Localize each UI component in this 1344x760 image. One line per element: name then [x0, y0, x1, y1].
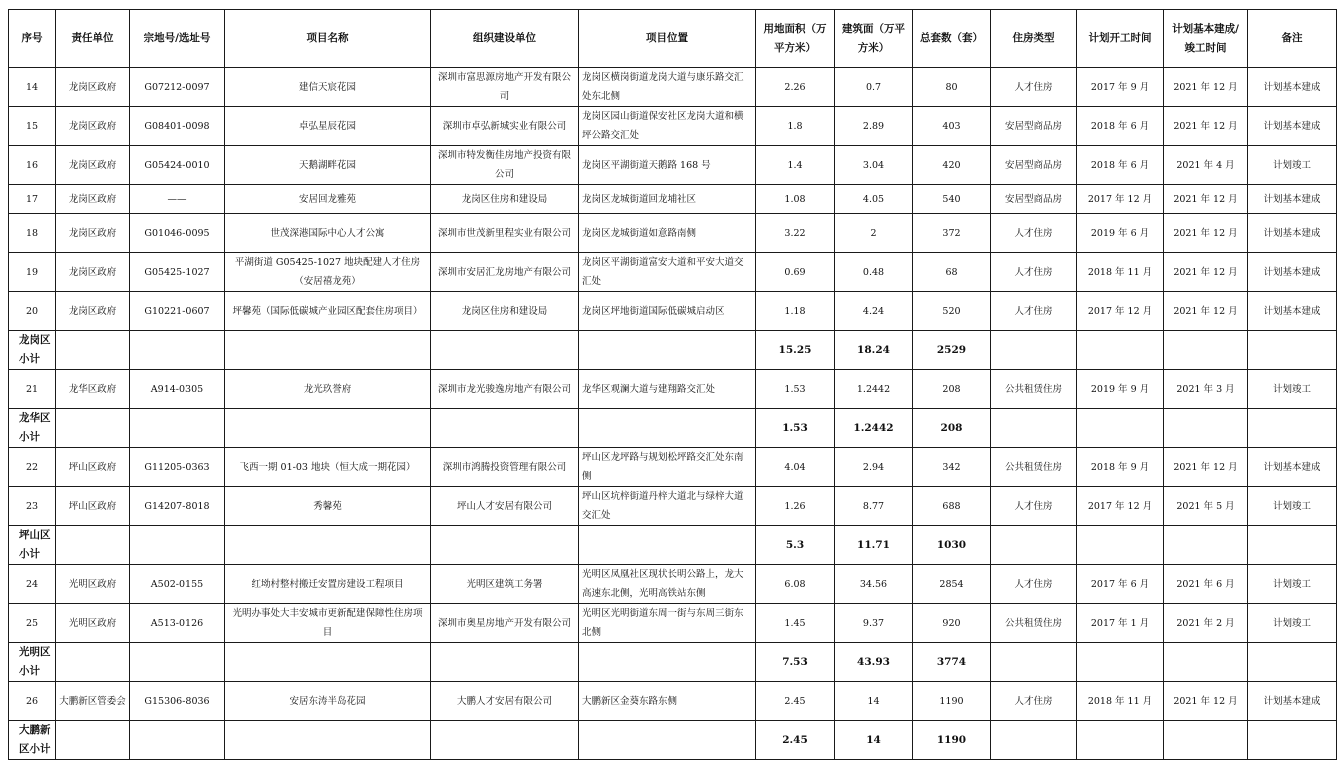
empty-cell	[1077, 331, 1164, 370]
cell-parcel-no: G07212-0097	[130, 68, 225, 107]
cell-start-date: 2017 年 12 月	[1077, 292, 1164, 331]
cell-land-area: 6.08	[756, 565, 835, 604]
cell-building-area: 14	[835, 682, 913, 721]
cell-builder: 深圳市富思源房地产开发有限公司	[431, 68, 579, 107]
cell-builder: 大鹏人才安居有限公司	[431, 682, 579, 721]
cell-building-area: 2	[835, 214, 913, 253]
cell-responsible-unit: 龙岗区政府	[56, 292, 130, 331]
empty-cell	[431, 331, 579, 370]
cell-housing-type: 人才住房	[991, 253, 1077, 292]
empty-cell	[579, 526, 756, 565]
empty-cell	[431, 409, 579, 448]
subtotal-name: 大鹏新区小计	[9, 721, 56, 760]
cell-seq: 17	[9, 185, 56, 214]
cell-completion-date: 2021 年 12 月	[1164, 107, 1248, 146]
cell-completion-date: 2021 年 12 月	[1164, 68, 1248, 107]
cell-remarks: 计划竣工	[1248, 604, 1337, 643]
cell-location: 大鹏新区金葵东路东侧	[579, 682, 756, 721]
cell-start-date: 2018 年 11 月	[1077, 253, 1164, 292]
subtotal-total-units: 2529	[913, 331, 991, 370]
subtotal-building-area: 11.71	[835, 526, 913, 565]
cell-seq: 16	[9, 146, 56, 185]
cell-start-date: 2017 年 12 月	[1077, 487, 1164, 526]
cell-parcel-no: G01046-0095	[130, 214, 225, 253]
empty-cell	[130, 409, 225, 448]
cell-remarks: 计划基本建成	[1248, 68, 1337, 107]
cell-project-name: 龙光玖誉府	[225, 370, 431, 409]
cell-location: 龙岗区横岗街道龙岗大道与康乐路交汇处东北侧	[579, 68, 756, 107]
cell-project-name: 平湖街道 G05425-1027 地块配建人才住房（安居禧龙苑）	[225, 253, 431, 292]
cell-project-name: 坪馨苑（国际低碳城产业园区配套住房项目）	[225, 292, 431, 331]
cell-seq: 14	[9, 68, 56, 107]
cell-total-units: 68	[913, 253, 991, 292]
table-row	[9, 292, 1337, 331]
cell-location: 龙华区观澜大道与建翔路交汇处	[579, 370, 756, 409]
cell-location: 龙岗区园山街道保安社区龙岗大道和横坪公路交汇处	[579, 107, 756, 146]
cell-builder: 深圳市鸿腾投资管理有限公司	[431, 448, 579, 487]
cell-start-date: 2018 年 6 月	[1077, 146, 1164, 185]
col-header-start-date: 计划开工时间	[1077, 10, 1164, 68]
cell-land-area: 1.4	[756, 146, 835, 185]
cell-location: 龙岗区坪地街道国际低碳城启动区	[579, 292, 756, 331]
cell-parcel-no: ——	[130, 185, 225, 214]
cell-remarks: 计划基本建成	[1248, 185, 1337, 214]
empty-cell	[130, 526, 225, 565]
cell-remarks: 计划竣工	[1248, 565, 1337, 604]
empty-cell	[1248, 526, 1337, 565]
cell-land-area: 1.53	[756, 370, 835, 409]
empty-cell	[225, 526, 431, 565]
cell-land-area: 1.26	[756, 487, 835, 526]
cell-location: 坪山区龙坪路与规划松坪路交汇处东南侧	[579, 448, 756, 487]
subtotal-land-area: 2.45	[756, 721, 835, 760]
housing-project-table	[8, 9, 1337, 760]
cell-start-date: 2018 年 6 月	[1077, 107, 1164, 146]
empty-cell	[130, 331, 225, 370]
cell-total-units: 80	[913, 68, 991, 107]
cell-remarks: 计划基本建成	[1248, 682, 1337, 721]
cell-parcel-no: G11205-0363	[130, 448, 225, 487]
cell-completion-date: 2021 年 5 月	[1164, 487, 1248, 526]
cell-project-name: 安居东涛半岛花园	[225, 682, 431, 721]
empty-cell	[1077, 526, 1164, 565]
subtotal-total-units: 3774	[913, 643, 991, 682]
cell-remarks: 计划基本建成	[1248, 214, 1337, 253]
cell-responsible-unit: 龙岗区政府	[56, 253, 130, 292]
subtotal-land-area: 5.3	[756, 526, 835, 565]
empty-cell	[1164, 526, 1248, 565]
cell-start-date: 2017 年 6 月	[1077, 565, 1164, 604]
table-row	[9, 487, 1337, 526]
cell-start-date: 2017 年 12 月	[1077, 185, 1164, 214]
cell-start-date: 2018 年 11 月	[1077, 682, 1164, 721]
cell-parcel-no: G05425-1027	[130, 253, 225, 292]
cell-project-name: 秀馨苑	[225, 487, 431, 526]
table-body	[9, 68, 1337, 760]
cell-land-area: 0.69	[756, 253, 835, 292]
cell-builder: 龙岗区住房和建设局	[431, 292, 579, 331]
cell-total-units: 688	[913, 487, 991, 526]
cell-responsible-unit: 光明区政府	[56, 565, 130, 604]
cell-seq: 15	[9, 107, 56, 146]
cell-housing-type: 安居型商品房	[991, 107, 1077, 146]
table-row	[9, 185, 1337, 214]
empty-cell	[225, 721, 431, 760]
cell-remarks: 计划竣工	[1248, 146, 1337, 185]
cell-project-name: 天鹅湖畔花园	[225, 146, 431, 185]
cell-seq: 24	[9, 565, 56, 604]
cell-remarks: 计划基本建成	[1248, 448, 1337, 487]
cell-total-units: 342	[913, 448, 991, 487]
cell-parcel-no: G10221-0607	[130, 292, 225, 331]
cell-land-area: 1.08	[756, 185, 835, 214]
subtotal-total-units: 1030	[913, 526, 991, 565]
table-row	[9, 146, 1337, 185]
cell-building-area: 4.05	[835, 185, 913, 214]
cell-total-units: 920	[913, 604, 991, 643]
cell-housing-type: 人才住房	[991, 292, 1077, 331]
table-row	[9, 68, 1337, 107]
col-header-parcel-no: 宗地号/选址号	[130, 10, 225, 68]
subtotal-building-area: 43.93	[835, 643, 913, 682]
empty-cell	[1077, 721, 1164, 760]
empty-cell	[1164, 331, 1248, 370]
cell-parcel-no: G15306-8036	[130, 682, 225, 721]
empty-cell	[1248, 643, 1337, 682]
cell-responsible-unit: 大鹏新区管委会	[56, 682, 130, 721]
cell-project-name: 红坳村整村搬迁安置房建设工程项目	[225, 565, 431, 604]
cell-responsible-unit: 坪山区政府	[56, 487, 130, 526]
col-header-project-name: 项目名称	[225, 10, 431, 68]
cell-building-area: 2.89	[835, 107, 913, 146]
cell-remarks: 计划竣工	[1248, 487, 1337, 526]
cell-project-name: 世茂深港国际中心人才公寓	[225, 214, 431, 253]
subtotal-name: 光明区小计	[9, 643, 56, 682]
col-header-builder: 组织建设单位	[431, 10, 579, 68]
cell-total-units: 208	[913, 370, 991, 409]
table-row	[9, 214, 1337, 253]
subtotal-name: 龙岗区小计	[9, 331, 56, 370]
cell-project-name: 光明办事处大丰安城市更新配建保障性住房项目	[225, 604, 431, 643]
cell-building-area: 34.56	[835, 565, 913, 604]
header-row	[9, 10, 1337, 68]
cell-land-area: 4.04	[756, 448, 835, 487]
cell-building-area: 8.77	[835, 487, 913, 526]
cell-project-name: 建信天宸花园	[225, 68, 431, 107]
empty-cell	[991, 721, 1077, 760]
cell-land-area: 1.18	[756, 292, 835, 331]
empty-cell	[431, 643, 579, 682]
cell-remarks: 计划基本建成	[1248, 253, 1337, 292]
table-row	[9, 682, 1337, 721]
cell-building-area: 2.94	[835, 448, 913, 487]
cell-parcel-no: A914-0305	[130, 370, 225, 409]
subtotal-land-area: 15.25	[756, 331, 835, 370]
subtotal-row	[9, 331, 1337, 370]
cell-seq: 19	[9, 253, 56, 292]
col-header-land-area: 用地面积（万平方米）	[756, 10, 835, 68]
subtotal-row	[9, 643, 1337, 682]
table-row	[9, 565, 1337, 604]
cell-housing-type: 公共租赁住房	[991, 370, 1077, 409]
cell-location: 龙岗区龙城街道如意路南侧	[579, 214, 756, 253]
cell-total-units: 540	[913, 185, 991, 214]
subtotal-total-units: 208	[913, 409, 991, 448]
table-row	[9, 448, 1337, 487]
cell-start-date: 2018 年 9 月	[1077, 448, 1164, 487]
subtotal-name: 坪山区小计	[9, 526, 56, 565]
cell-housing-type: 人才住房	[991, 682, 1077, 721]
subtotal-building-area: 18.24	[835, 331, 913, 370]
empty-cell	[56, 331, 130, 370]
empty-cell	[225, 643, 431, 682]
cell-responsible-unit: 龙岗区政府	[56, 68, 130, 107]
col-header-seq: 序号	[9, 10, 56, 68]
cell-builder: 深圳市世茂新里程实业有限公司	[431, 214, 579, 253]
cell-parcel-no: G05424-0010	[130, 146, 225, 185]
empty-cell	[1248, 331, 1337, 370]
subtotal-name: 龙华区小计	[9, 409, 56, 448]
cell-completion-date: 2021 年 12 月	[1164, 253, 1248, 292]
cell-project-name: 飞西一期 01-03 地块（恒大成一期花园）	[225, 448, 431, 487]
subtotal-land-area: 1.53	[756, 409, 835, 448]
cell-parcel-no: G08401-0098	[130, 107, 225, 146]
cell-remarks: 计划竣工	[1248, 370, 1337, 409]
cell-completion-date: 2021 年 2 月	[1164, 604, 1248, 643]
cell-seq: 18	[9, 214, 56, 253]
cell-seq: 23	[9, 487, 56, 526]
col-header-responsible-unit: 责任单位	[56, 10, 130, 68]
cell-total-units: 2854	[913, 565, 991, 604]
cell-housing-type: 人才住房	[991, 487, 1077, 526]
cell-land-area: 1.45	[756, 604, 835, 643]
cell-parcel-no: A502-0155	[130, 565, 225, 604]
cell-total-units: 1190	[913, 682, 991, 721]
cell-builder: 深圳市卓弘新城实业有限公司	[431, 107, 579, 146]
empty-cell	[225, 331, 431, 370]
cell-responsible-unit: 龙岗区政府	[56, 107, 130, 146]
empty-cell	[1164, 721, 1248, 760]
cell-land-area: 2.26	[756, 68, 835, 107]
cell-building-area: 4.24	[835, 292, 913, 331]
cell-land-area: 1.8	[756, 107, 835, 146]
cell-building-area: 3.04	[835, 146, 913, 185]
empty-cell	[130, 643, 225, 682]
empty-cell	[56, 409, 130, 448]
cell-building-area: 0.7	[835, 68, 913, 107]
subtotal-row	[9, 409, 1337, 448]
cell-housing-type: 人才住房	[991, 214, 1077, 253]
subtotal-building-area: 1.2442	[835, 409, 913, 448]
col-header-location: 项目位置	[579, 10, 756, 68]
cell-seq: 22	[9, 448, 56, 487]
cell-housing-type: 公共租赁住房	[991, 604, 1077, 643]
cell-start-date: 2019 年 9 月	[1077, 370, 1164, 409]
cell-completion-date: 2021 年 12 月	[1164, 214, 1248, 253]
table-row	[9, 370, 1337, 409]
empty-cell	[1248, 721, 1337, 760]
cell-building-area: 1.2442	[835, 370, 913, 409]
cell-responsible-unit: 光明区政府	[56, 604, 130, 643]
cell-location: 龙岗区平湖街道天鹅路 168 号	[579, 146, 756, 185]
empty-cell	[1077, 409, 1164, 448]
table-row	[9, 107, 1337, 146]
cell-builder: 光明区建筑工务署	[431, 565, 579, 604]
cell-location: 光明区光明街道东周一街与东周三街东北侧	[579, 604, 756, 643]
cell-location: 坪山区坑梓街道丹梓大道北与绿梓大道交汇处	[579, 487, 756, 526]
cell-total-units: 520	[913, 292, 991, 331]
cell-land-area: 2.45	[756, 682, 835, 721]
cell-total-units: 420	[913, 146, 991, 185]
empty-cell	[56, 643, 130, 682]
cell-completion-date: 2021 年 12 月	[1164, 448, 1248, 487]
empty-cell	[1164, 643, 1248, 682]
cell-completion-date: 2021 年 6 月	[1164, 565, 1248, 604]
table-row	[9, 604, 1337, 643]
col-header-remarks: 备注	[1248, 10, 1337, 68]
cell-start-date: 2017 年 1 月	[1077, 604, 1164, 643]
empty-cell	[431, 721, 579, 760]
empty-cell	[991, 643, 1077, 682]
cell-responsible-unit: 龙岗区政府	[56, 214, 130, 253]
empty-cell	[56, 721, 130, 760]
cell-builder: 坪山人才安居有限公司	[431, 487, 579, 526]
cell-responsible-unit: 龙岗区政府	[56, 185, 130, 214]
cell-builder: 龙岗区住房和建设局	[431, 185, 579, 214]
cell-remarks: 计划基本建成	[1248, 107, 1337, 146]
empty-cell	[991, 526, 1077, 565]
cell-seq: 26	[9, 682, 56, 721]
cell-start-date: 2017 年 9 月	[1077, 68, 1164, 107]
cell-housing-type: 安居型商品房	[991, 185, 1077, 214]
cell-total-units: 403	[913, 107, 991, 146]
cell-seq: 25	[9, 604, 56, 643]
cell-remarks: 计划基本建成	[1248, 292, 1337, 331]
subtotal-row	[9, 721, 1337, 760]
cell-location: 龙岗区龙城街道回龙埔社区	[579, 185, 756, 214]
cell-building-area: 9.37	[835, 604, 913, 643]
empty-cell	[225, 409, 431, 448]
empty-cell	[991, 409, 1077, 448]
empty-cell	[431, 526, 579, 565]
empty-cell	[579, 721, 756, 760]
empty-cell	[579, 409, 756, 448]
cell-parcel-no: G14207-8018	[130, 487, 225, 526]
cell-seq: 21	[9, 370, 56, 409]
empty-cell	[56, 526, 130, 565]
cell-land-area: 3.22	[756, 214, 835, 253]
cell-responsible-unit: 龙岗区政府	[56, 146, 130, 185]
cell-completion-date: 2021 年 12 月	[1164, 185, 1248, 214]
cell-housing-type: 人才住房	[991, 68, 1077, 107]
empty-cell	[1077, 643, 1164, 682]
empty-cell	[130, 721, 225, 760]
cell-project-name: 安居回龙雅苑	[225, 185, 431, 214]
cell-builder: 深圳市安居汇龙房地产有限公司	[431, 253, 579, 292]
cell-parcel-no: A513-0126	[130, 604, 225, 643]
col-header-completion-date: 计划基本建成/竣工时间	[1164, 10, 1248, 68]
empty-cell	[991, 331, 1077, 370]
empty-cell	[579, 643, 756, 682]
col-header-total-units: 总套数（套）	[913, 10, 991, 68]
cell-location: 龙岗区平湖街道富安大道和平安大道交汇处	[579, 253, 756, 292]
cell-builder: 深圳市奥星房地产开发有限公司	[431, 604, 579, 643]
subtotal-building-area: 14	[835, 721, 913, 760]
empty-cell	[579, 331, 756, 370]
cell-total-units: 372	[913, 214, 991, 253]
table-row	[9, 253, 1337, 292]
cell-housing-type: 安居型商品房	[991, 146, 1077, 185]
cell-responsible-unit: 坪山区政府	[56, 448, 130, 487]
cell-builder: 深圳市龙光骏逸房地产有限公司	[431, 370, 579, 409]
cell-responsible-unit: 龙华区政府	[56, 370, 130, 409]
cell-builder: 深圳市特发衡佳房地产投资有限公司	[431, 146, 579, 185]
subtotal-row	[9, 526, 1337, 565]
cell-housing-type: 公共租赁住房	[991, 448, 1077, 487]
cell-completion-date: 2021 年 12 月	[1164, 682, 1248, 721]
cell-completion-date: 2021 年 12 月	[1164, 292, 1248, 331]
col-header-housing-type: 住房类型	[991, 10, 1077, 68]
cell-seq: 20	[9, 292, 56, 331]
cell-start-date: 2019 年 6 月	[1077, 214, 1164, 253]
empty-cell	[1248, 409, 1337, 448]
cell-completion-date: 2021 年 3 月	[1164, 370, 1248, 409]
subtotal-land-area: 7.53	[756, 643, 835, 682]
subtotal-total-units: 1190	[913, 721, 991, 760]
cell-completion-date: 2021 年 4 月	[1164, 146, 1248, 185]
cell-building-area: 0.48	[835, 253, 913, 292]
cell-housing-type: 人才住房	[991, 565, 1077, 604]
cell-location: 光明区凤凰社区现状长明公路上，龙大高速东北侧，光明高铁站东侧	[579, 565, 756, 604]
empty-cell	[1164, 409, 1248, 448]
col-header-building-area: 建筑面（万平方米）	[835, 10, 913, 68]
cell-project-name: 卓弘星辰花园	[225, 107, 431, 146]
